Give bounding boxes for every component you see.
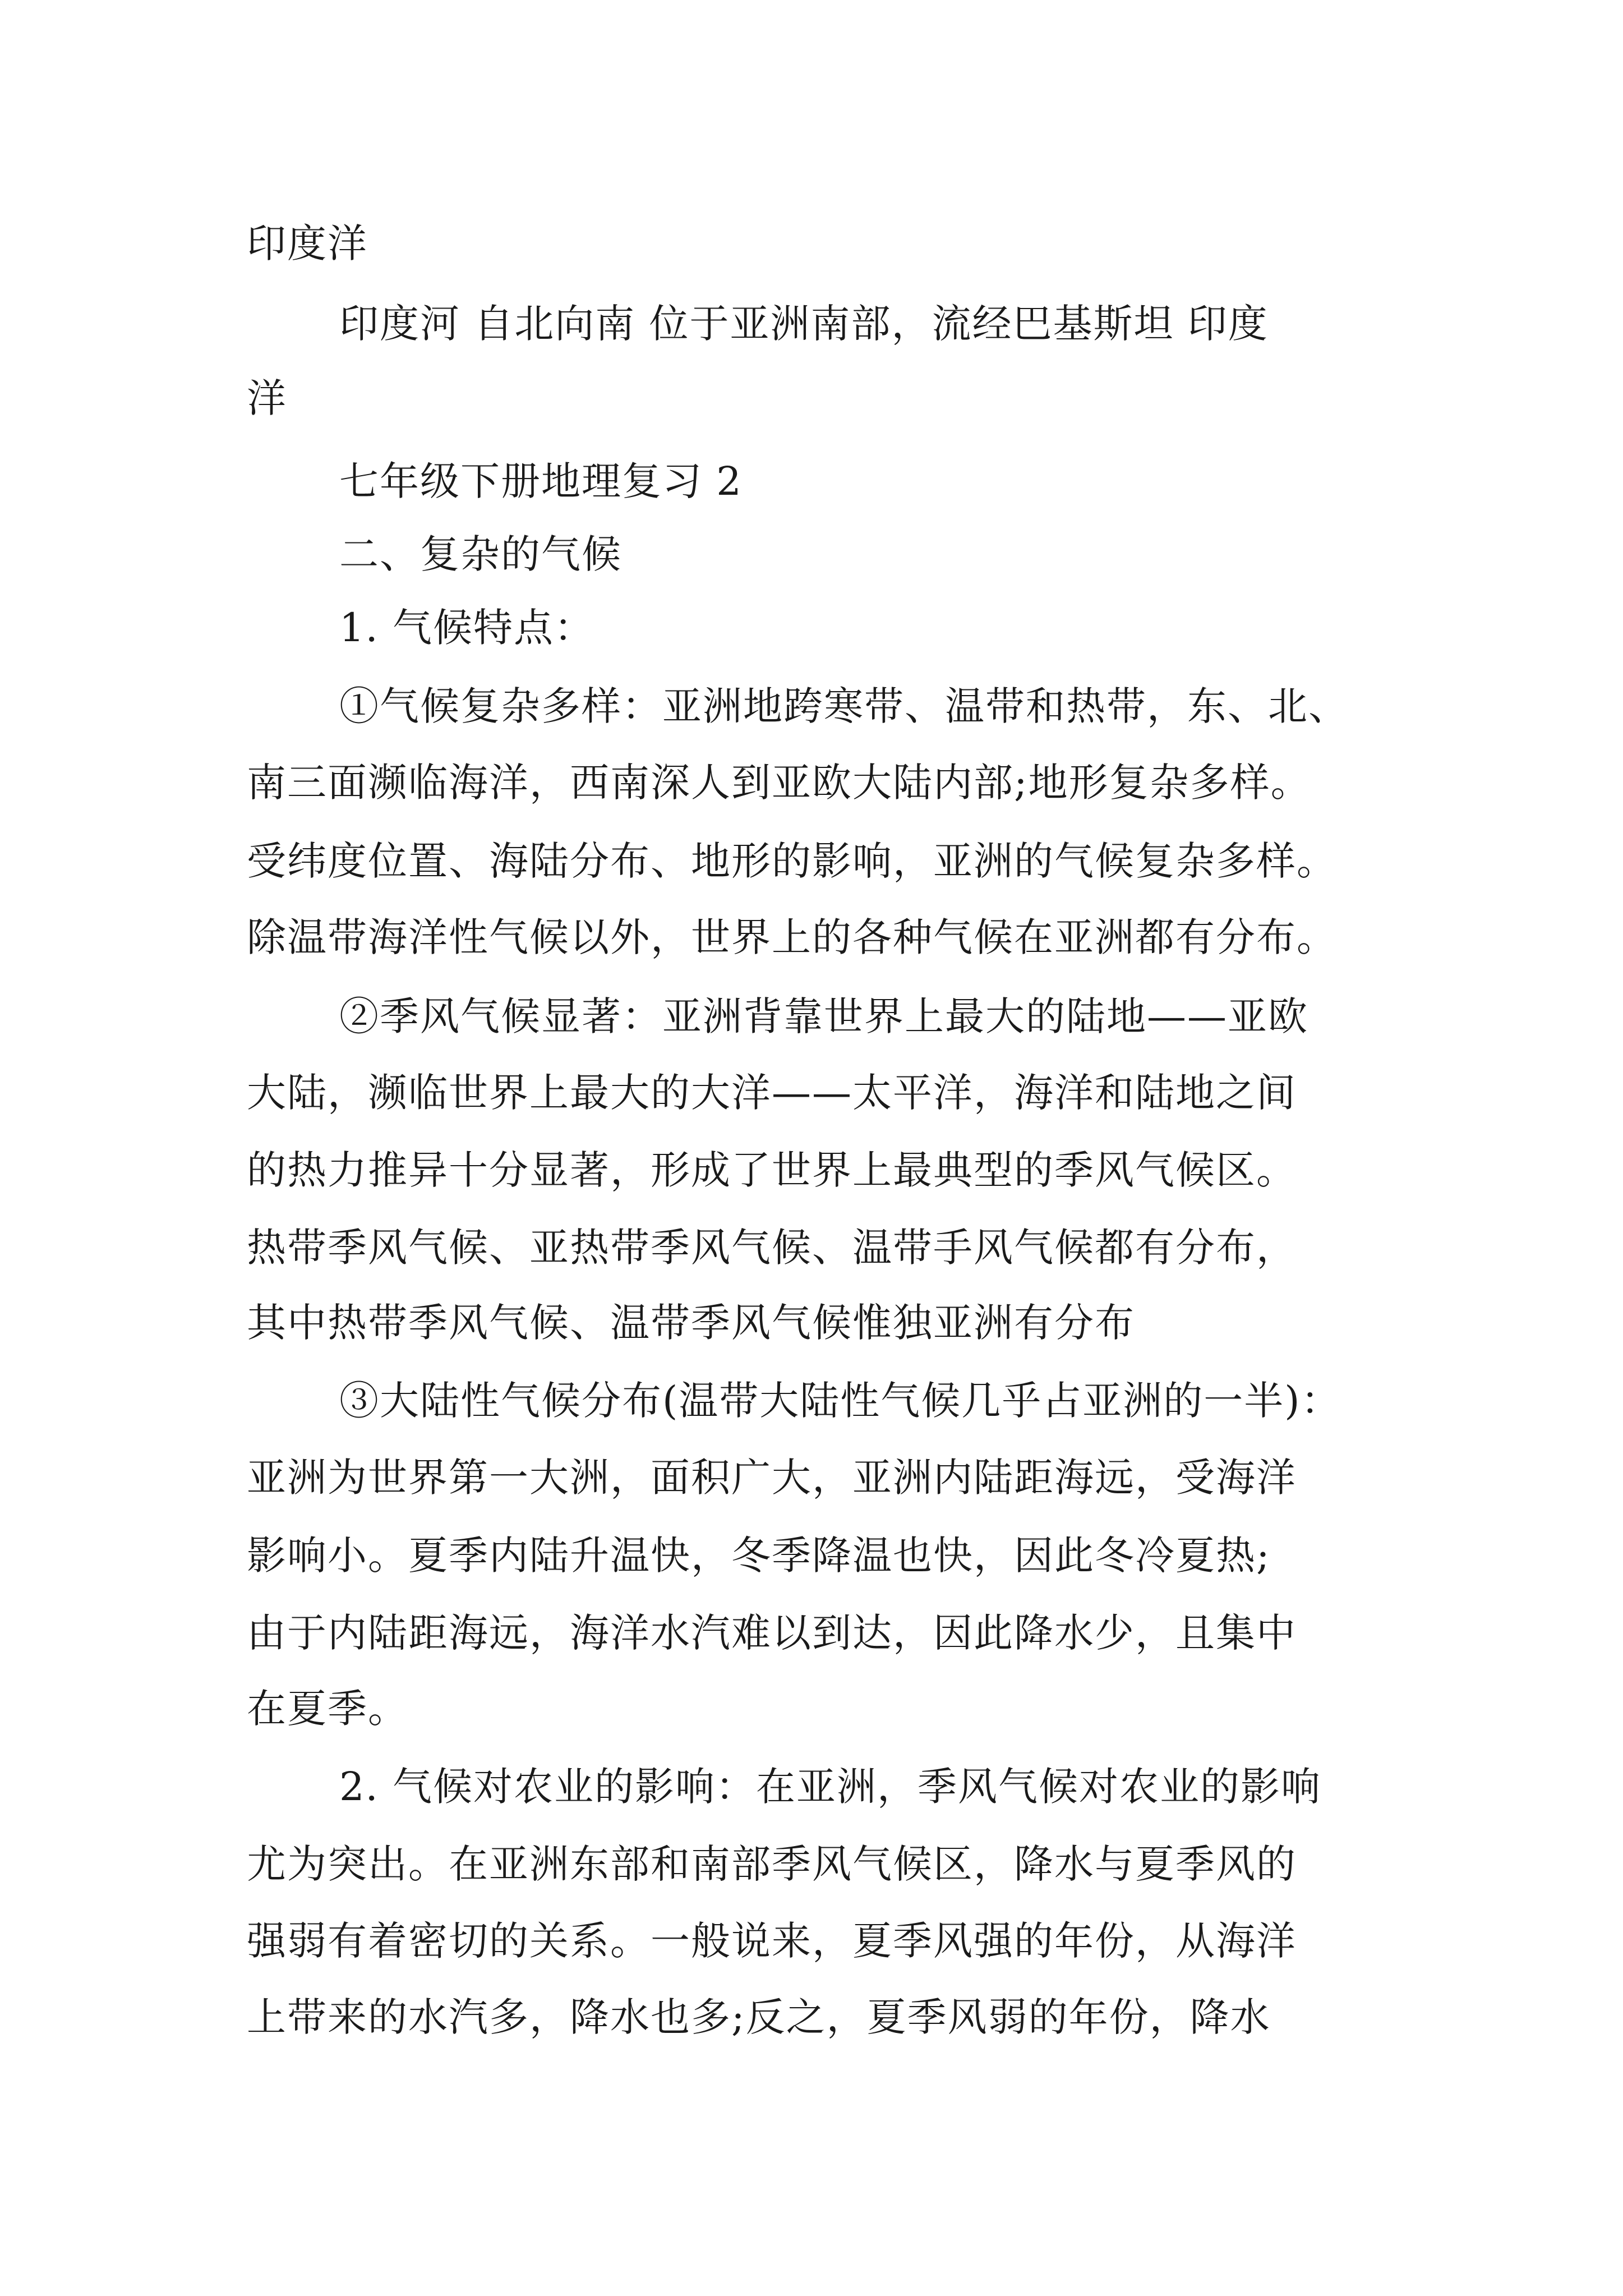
text-line: 强弱有着密切的关系。一般说来，夏季风强的年份，从海洋 [247, 1918, 1297, 1964]
text-line: 其中热带季风气候、温带季风气候惟独亚洲有分布 [247, 1300, 1135, 1346]
section-heading: 七年级下册地理复习 2 [339, 458, 743, 504]
text-line: 尤为突出。在亚洲东部和南部季风气候区，降水与夏季风的 [247, 1841, 1297, 1887]
text-line: 影响小。夏季内陆升温快，冬季降温也快，因此冬冷夏热; [247, 1533, 1271, 1579]
text-line: 除温带海洋性气候以外，世界上的各种气候在亚洲都有分布。 [247, 914, 1337, 960]
text-line: 受纬度位置、海陆分布、地形的影响，亚洲的气候复杂多样。 [247, 838, 1337, 884]
text-line: 洋 [247, 375, 287, 421]
section-heading: 二、复杂的气候 [339, 531, 622, 577]
text-line: 大陆，濒临世界上最大的大洋——太平洋，海洋和陆地之间 [247, 1070, 1297, 1116]
text-line: ①气候复杂多样：亚洲地跨寒带、温带和热带，东、北、 [339, 683, 1349, 729]
text-line: 亚洲为世界第一大洲，面积广大，亚洲内陆距海远，受海洋 [247, 1455, 1297, 1501]
text-line: 由于内陆距海远，海洋水汽难以到达，因此降水少，且集中 [247, 1610, 1297, 1656]
text-line: 印度洋 [247, 220, 368, 266]
text-line: 印度河 自北向南 位于亚洲南部，流经巴基斯坦 印度 [339, 301, 1269, 347]
text-line: 2. 气候对农业的影响：在亚洲，季风气候对农业的影响 [339, 1764, 1322, 1810]
text-line: 上带来的水汽多，降水也多;反之，夏季风弱的年份，降水 [247, 1994, 1271, 2040]
text-line: 的热力推异十分显著，形成了世界上最典型的季风气候区。 [247, 1147, 1297, 1193]
text-line: 南三面濒临海洋，西南深人到亚欧大陆内部;地形复杂多样。 [247, 760, 1311, 806]
text-line: 在夏季。 [247, 1686, 408, 1732]
text-line: ③大陆性气候分布(温带大陆性气候几乎占亚洲的一半)： [339, 1378, 1341, 1424]
text-line: 热带季风气候、亚热带季风气候、温带手风气候都有分布， [247, 1225, 1297, 1271]
text-line: ②季风气候显著：亚洲背靠世界上最大的陆地——亚欧 [339, 993, 1308, 1039]
subsection-heading: 1. 气候特点： [339, 605, 595, 651]
